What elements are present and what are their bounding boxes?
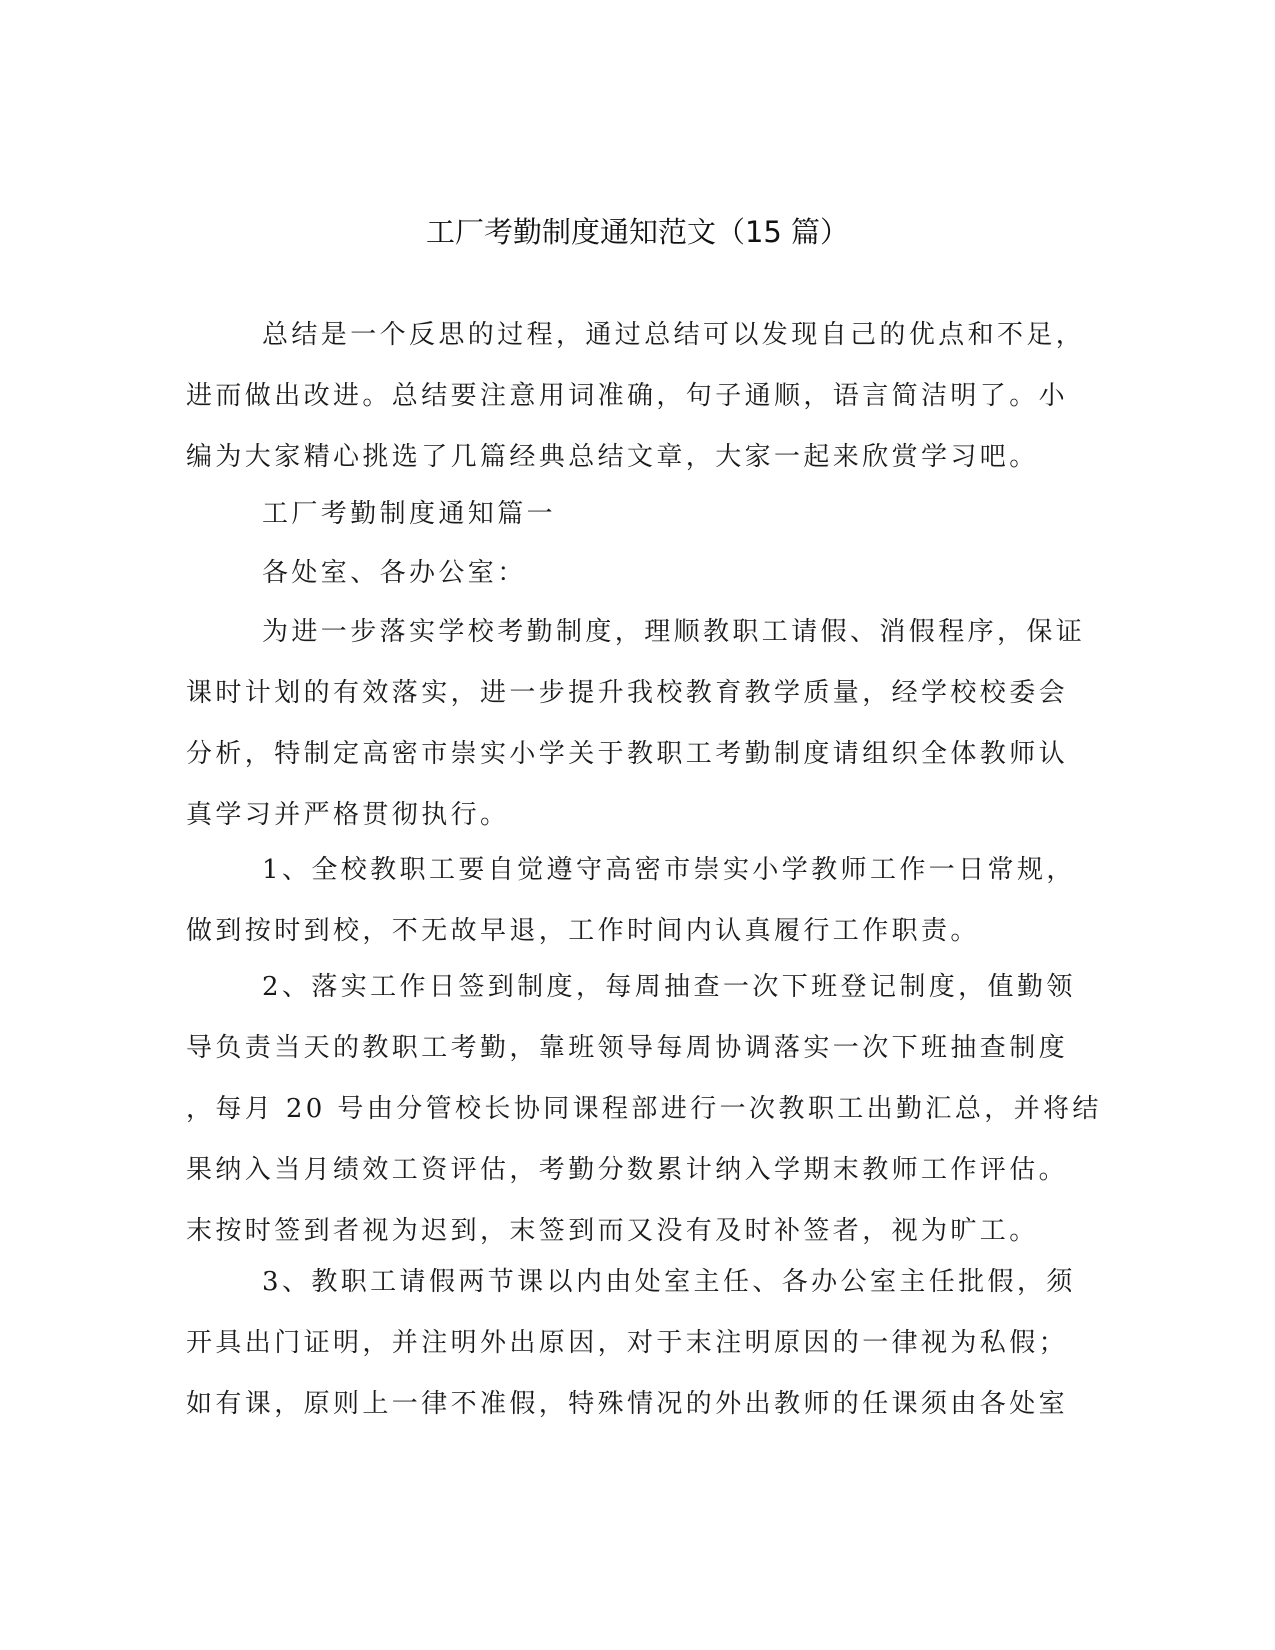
text-line: 各处室、各办公室： xyxy=(262,558,527,588)
text-line: 如有课，原则上一律不准假，特殊情况的外出教师的任课须由各处室 xyxy=(186,1389,1069,1419)
text-line: 末按时签到者视为迟到，末签到而又没有及时补签者，视为旷工。 xyxy=(186,1216,1039,1246)
text-line: 进而做出改进。总结要注意用词准确，句子通顺，语言简洁明了。小 xyxy=(186,381,1069,411)
text-line: 果纳入当月绩效工资评估，考勤分数累计纳入学期末教师工作评估。 xyxy=(186,1155,1069,1185)
text-line: 编为大家精心挑选了几篇经典总结文章，大家一起来欣赏学习吧。 xyxy=(186,442,1039,472)
text-line: ，每月 20 号由分管校长协同课程部进行一次教职工出勤汇总，并将结 xyxy=(186,1094,1102,1124)
paragraph-salutation xyxy=(186,543,1066,604)
paragraph-rule-1 xyxy=(186,840,1076,962)
text-line: 3、教职工请假两节课以内由处室主任、各办公室主任批假，须 xyxy=(262,1267,1076,1297)
text-line: 总结是一个反思的过程，通过总结可以发现自己的优点和不足， xyxy=(262,320,1086,350)
text-line: 分析，特制定高密市崇实小学关于教职工考勤制度请组织全体教师认 xyxy=(186,739,1069,769)
paragraph-intro xyxy=(186,305,1086,488)
text-line: 开具出门证明，并注明外出原因，对于末注明原因的一律视为私假； xyxy=(186,1328,1069,1358)
text-line: 2、落实工作日签到制度，每周抽查一次下班登记制度，值勤领 xyxy=(262,972,1076,1002)
text-line: 做到按时到校，不无故早退，工作时间内认真履行工作职责。 xyxy=(186,916,980,946)
paragraph-rule-3 xyxy=(186,1252,1076,1435)
section-heading xyxy=(186,484,1066,545)
text-line: 课时计划的有效落实，进一步提升我校教育教学质量，经学校校委会 xyxy=(186,678,1069,708)
text-line: 工厂考勤制度通知篇一 xyxy=(262,499,557,529)
text-line: 导负责当天的教职工考勤，靠班领导每周协调落实一次下班抽查制度 xyxy=(186,1033,1069,1063)
document-title: 工厂考勤制度通知范文（15 篇） xyxy=(425,215,850,249)
paragraph-purpose xyxy=(186,602,1086,846)
text-line: 真学习并严格贯彻执行。 xyxy=(186,800,510,830)
text-line: 1、全校教职工要自觉遵守高密市崇实小学教师工作一日常规， xyxy=(262,855,1076,885)
text-line: 为进一步落实学校考勤制度，理顺教职工请假、消假程序，保证 xyxy=(262,617,1086,647)
paragraph-rule-2 xyxy=(186,957,1102,1262)
